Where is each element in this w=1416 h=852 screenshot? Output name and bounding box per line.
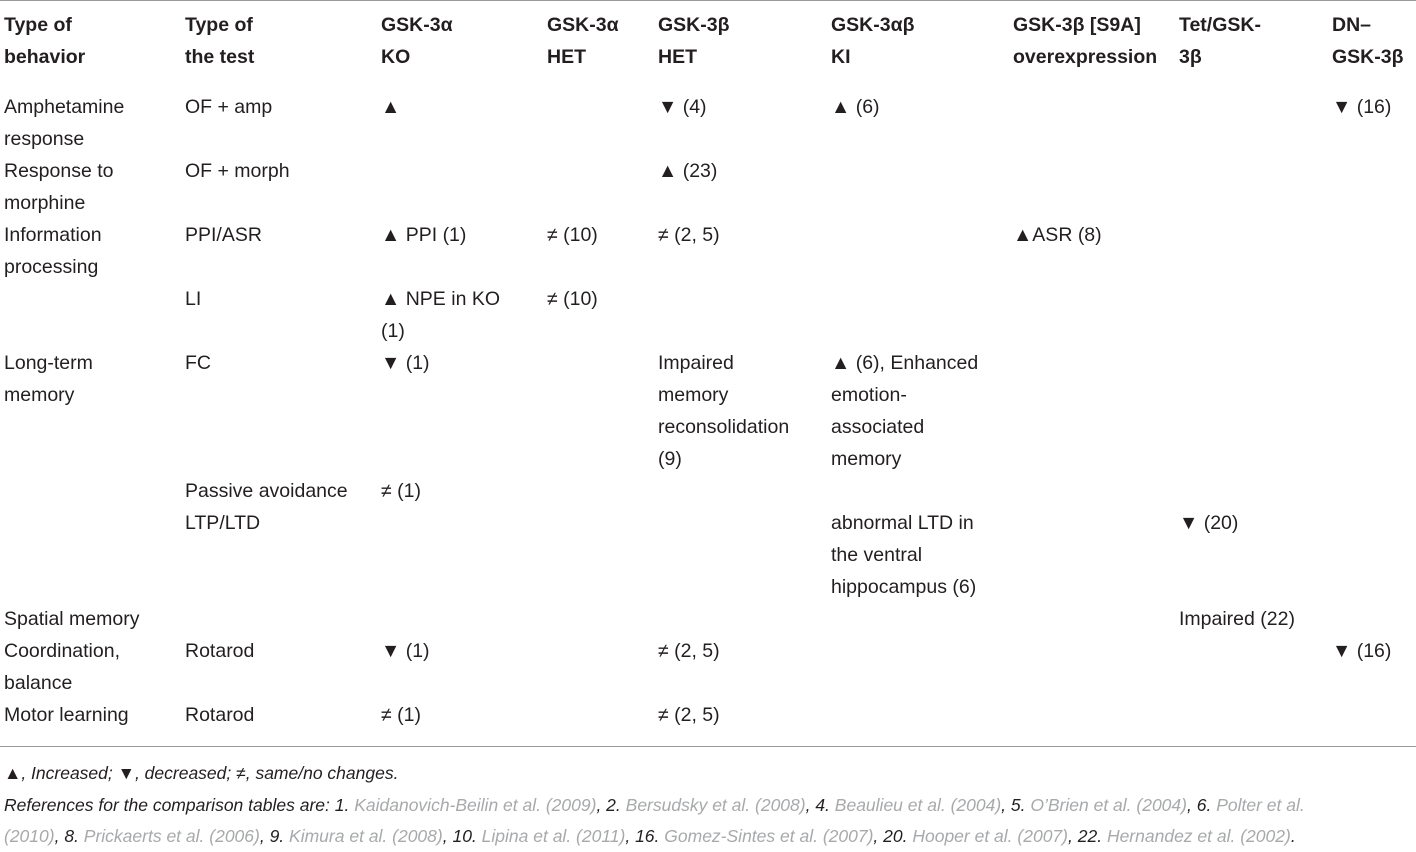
column-header-test: Type of the test [185, 14, 255, 68]
references-line-1 [4, 789, 1305, 821]
reference-number: 1. [334, 795, 355, 815]
reference-citation-link[interactable]: Bersudsky et al. (2008) [625, 795, 806, 815]
table-cell-test: OF + morph [185, 160, 290, 182]
reference-citation-link[interactable]: Hernandez et al. (2002) [1106, 826, 1291, 846]
reference-separator: , [442, 826, 453, 846]
table-cell-gsk3b-het: ≠ (2, 5) [658, 704, 720, 726]
references-line-2 [4, 820, 1296, 852]
table-cell-gsk3a-ko: ▼ (1) [381, 640, 430, 662]
reference-number: 9. [269, 826, 290, 846]
table-cell-gsk3a-ko: ▲ NPE in KO (1) [381, 288, 500, 342]
reference-number: 6. [1196, 795, 1217, 815]
reference-number: 16. [635, 826, 665, 846]
table-cell-behavior: Response to morphine [4, 160, 114, 214]
reference-citation-link[interactable]: (2010) [4, 826, 55, 846]
reference-separator: , [596, 795, 607, 815]
table-cell-behavior: Spatial memory [4, 608, 140, 630]
reference-separator: , [805, 795, 816, 815]
table-cell-gsk3a-ko: ≠ (1) [381, 480, 421, 502]
table-cell-gsk3b-het: Impaired memory reconsolidation (9) [658, 352, 790, 470]
reference-separator: , [625, 826, 636, 846]
table-cell-gsk3ab-ki: ▲ (6) [831, 96, 880, 118]
reference-separator: , [873, 826, 884, 846]
table-cell-gsk3a-het: ≠ (10) [547, 224, 598, 246]
reference-citation-link[interactable]: Kaidanovich-Beilin et al. (2009) [354, 795, 597, 815]
column-header-behavior: Type of behavior [4, 14, 86, 68]
table-cell-gsk3ab-ki: ▲ (6), Enhanced emotion- associated memory [831, 352, 979, 470]
table-cell-test: Passive avoidance [185, 480, 348, 502]
column-header-gsk3b-het: GSK-3β HET [658, 14, 730, 68]
column-header-gsk3a-ko: GSK-3α KO [381, 14, 453, 68]
reference-separator: , [1186, 795, 1197, 815]
table-cell-test: Rotarod [185, 640, 255, 662]
table-cell-test: LI [185, 288, 202, 310]
table-cell-gsk3ab-ki: abnormal LTD in the ventral hippocampus (6) [831, 512, 977, 598]
table-cell-test: FC [185, 352, 211, 374]
column-header-gsk3ab-ki: GSK-3αβ KI [831, 14, 915, 68]
table-cell-test: Rotarod [185, 704, 255, 726]
reference-citation-link[interactable]: Gomez-Sintes et al. (2007) [664, 826, 874, 846]
table-cell-gsk3a-ko: ▲ PPI (1) [381, 224, 467, 246]
table-cell-gsk3b-s9a: ▲ASR (8) [1013, 224, 1102, 246]
reference-citation-link[interactable]: Kimura et al. (2008) [289, 826, 443, 846]
reference-separator: , [259, 826, 270, 846]
reference-separator: , [1068, 826, 1078, 846]
reference-number: 2. [606, 795, 626, 815]
reference-citation-link[interactable]: Polter et al. [1216, 795, 1305, 815]
table-cell-test: LTP/LTD [185, 512, 261, 534]
references-intro: References for the comparison tables are: [4, 795, 335, 815]
table-cell-tet-gsk3b: ▼ (20) [1179, 512, 1239, 534]
table-cell-gsk3a-ko: ≠ (1) [381, 704, 421, 726]
reference-citation-link[interactable]: Beaulieu et al. (2004) [834, 795, 1002, 815]
table-cell-dn-gsk3b: ▼ (16) [1332, 96, 1392, 118]
column-header-gsk3b-s9a: GSK-3β [S9A] overexpression [1013, 14, 1158, 68]
table-cell-behavior: Long-term memory [4, 352, 93, 406]
reference-separator: , [54, 826, 65, 846]
reference-number: 5. [1010, 795, 1031, 815]
column-header-gsk3a-het: GSK-3α HET [547, 14, 619, 68]
table-cell-gsk3b-het: ≠ (2, 5) [658, 224, 720, 246]
reference-citation-link[interactable]: Lipina et al. (2011) [481, 826, 626, 846]
reference-citation-link[interactable]: Prickaerts et al. (2006) [83, 826, 260, 846]
table-bottom-rule [0, 746, 1416, 747]
column-header-tet-gsk3b: Tet/GSK- 3β [1179, 14, 1261, 68]
table-cell-test: OF + amp [185, 96, 273, 118]
column-header-dn-gsk3b: DN– GSK-3β [1332, 14, 1404, 68]
reference-separator: , [1001, 795, 1011, 815]
table-cell-tet-gsk3b: Impaired (22) [1179, 608, 1295, 630]
reference-number: 22. [1077, 826, 1107, 846]
table-cell-behavior: Amphetamine response [4, 96, 125, 150]
reference-number: 8. [64, 826, 84, 846]
table-cell-behavior: Motor learning [4, 704, 129, 726]
reference-citation-link[interactable]: Hooper et al. (2007) [912, 826, 1068, 846]
reference-number: 20. [883, 826, 913, 846]
table-cell-gsk3b-het: ▼ (4) [658, 96, 707, 118]
table-cell-test: PPI/ASR [185, 224, 262, 246]
table-cell-behavior: Information processing [4, 224, 102, 278]
reference-number: 4. [815, 795, 835, 815]
table-cell-gsk3a-ko: ▼ (1) [381, 352, 430, 374]
table-cell-dn-gsk3b: ▼ (16) [1332, 640, 1392, 662]
table-cell-gsk3b-het: ▲ (23) [658, 160, 718, 182]
table-cell-gsk3a-het: ≠ (10) [547, 288, 598, 310]
table-top-rule [0, 0, 1416, 1]
reference-citation-link[interactable]: O’Brien et al. (2004) [1030, 795, 1187, 815]
reference-separator: . [1290, 826, 1296, 846]
table-legend: ▲, Increased; ▼, decreased; ≠, same/no changes. [4, 763, 399, 783]
table-cell-gsk3a-ko: ▲ [381, 96, 401, 118]
table-cell-gsk3b-het: ≠ (2, 5) [658, 640, 720, 662]
table-cell-behavior: Coordination, balance [4, 640, 120, 694]
reference-number: 10. [452, 826, 482, 846]
